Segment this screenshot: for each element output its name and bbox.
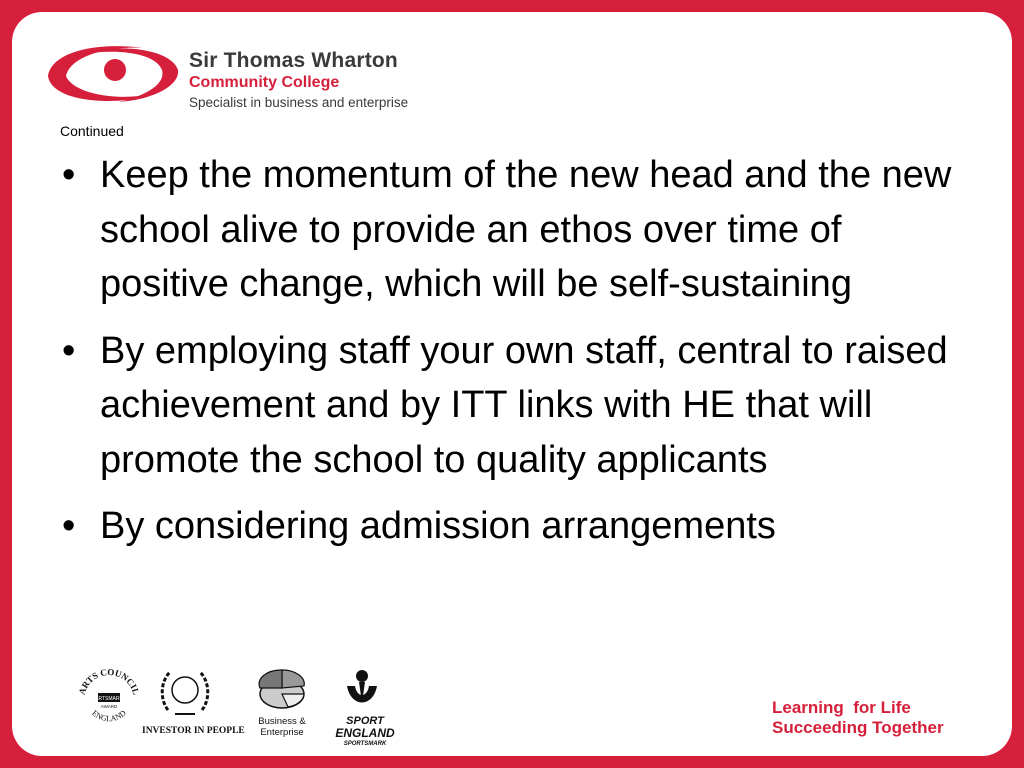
- bullet-item: [60, 148, 960, 312]
- motto: [772, 698, 944, 738]
- bullet-text: Keep the momentum of the new head and the new school alive to provide an ethos over time of positive change, which will be self-sustaining: [100, 154, 952, 305]
- sport-england-logo-icon: [339, 668, 385, 712]
- bullet-item: [60, 324, 960, 488]
- svg-text:ENGLAND: ENGLAND: [90, 708, 128, 724]
- investor-in-people-label: INVESTOR IN PEOPLE: [142, 726, 245, 736]
- bullet-list: [60, 148, 960, 566]
- business-enterprise-label: Business & Enterprise: [258, 716, 306, 738]
- bullet-marker: •: [62, 154, 76, 196]
- motto-line-1: Learning for Life: [772, 698, 911, 717]
- college-tagline: Specialist in business and enterprise: [189, 95, 409, 110]
- bullet-text: By employing staff your own staff, central to raised achievement and by ITT links with HE that will promote the school to quality applicants: [100, 329, 948, 481]
- sport-england-label: SPORT ENGLAND SPORTSMARK: [335, 715, 395, 747]
- college-logo-icon: [42, 40, 182, 106]
- svg-text:ARTSMARK: ARTSMARK: [95, 696, 123, 702]
- accreditation-logos: [76, 664, 456, 754]
- college-subtitle: Community College: [189, 74, 340, 91]
- bullet-marker: •: [62, 505, 76, 547]
- bullet-item: [60, 499, 960, 554]
- bullet-marker: •: [62, 329, 76, 372]
- arts-council-logo-icon: [76, 664, 142, 734]
- motto-line-2: Succeeding Together: [772, 718, 944, 737]
- bullet-text: By considering admission arrangements: [100, 505, 776, 547]
- continued-label: Continued: [60, 123, 124, 139]
- svg-text:AWARD: AWARD: [100, 704, 118, 709]
- investor-in-people-logo-icon: [158, 666, 212, 722]
- business-enterprise-logo-icon: [256, 666, 308, 714]
- college-name: Sir Thomas Wharton: [189, 49, 398, 72]
- slide: [12, 12, 1012, 756]
- svg-text:ARTS COUNCIL: ARTS COUNCIL: [76, 666, 142, 696]
